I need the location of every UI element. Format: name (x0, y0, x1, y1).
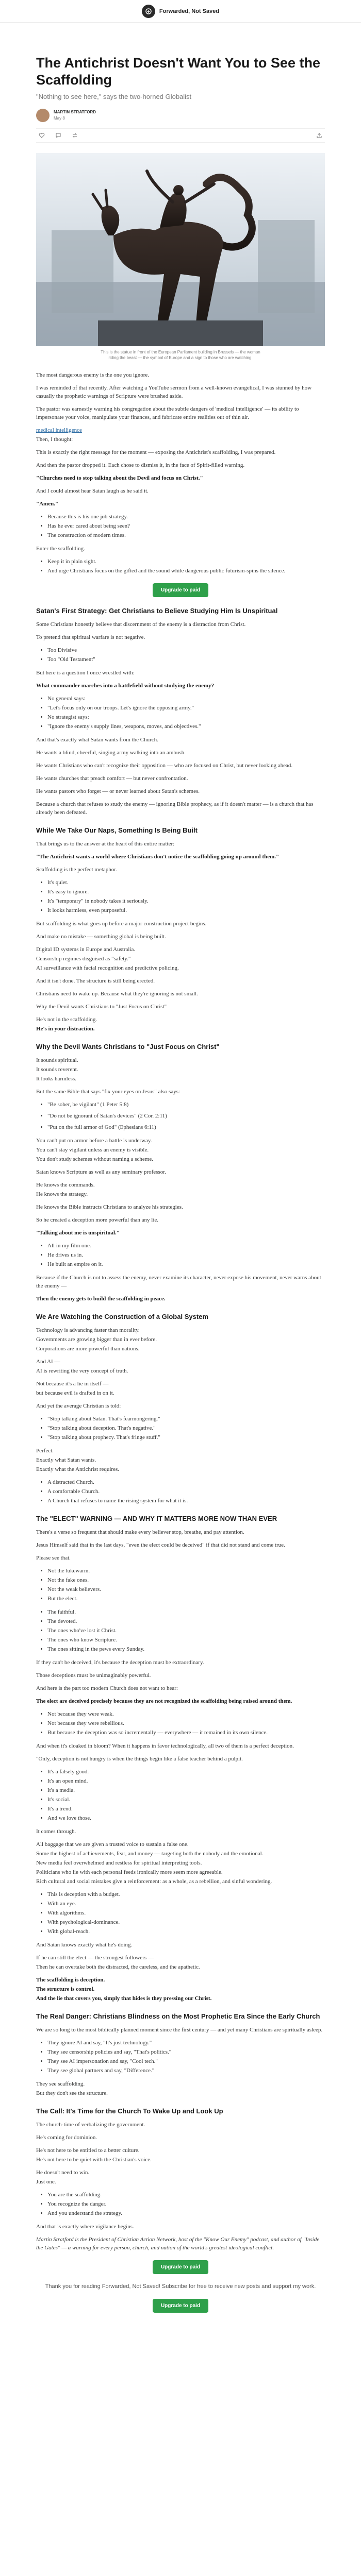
list-item: • It's quiet. (47, 878, 325, 887)
list-item: • Has he ever cared about being seen? (47, 522, 325, 530)
paragraph: And yet the average Christian is told: (36, 1403, 121, 1409)
paragraph: Satan knows Scripture as well as any seminary professor. (36, 1169, 167, 1175)
paragraph: Exactly what Satan wants. (36, 1457, 96, 1463)
list-item: • A Church that refuses to name the rising system for what it is. (47, 1497, 325, 1505)
list (47, 1567, 325, 1603)
paragraph (36, 1976, 325, 1984)
list-item: • It's a media. (47, 1786, 325, 1794)
paragraph: And that is exactly where vigilance begins. (36, 2224, 134, 2230)
paragraph: Exactly what the Antichrist requires. (36, 1466, 119, 1472)
statue-illustration (36, 153, 325, 346)
post (36, 55, 325, 2313)
cta-container (36, 583, 325, 597)
paragraph: You don't study schemes without naming a scheme. (36, 1156, 153, 1162)
list-item: • It's easy to ignore. (47, 888, 325, 896)
paragraph: There's a verse so frequent that should make every believer stop, breathe, and pay attention. (36, 1529, 244, 1535)
section-heading: Why the Devil Wants Christians to "Just Focus on Christ" (36, 1043, 220, 1050)
section-heading: The Real Danger: Christians Blindness on the Most Prophetic Era Since the Early Church (36, 2012, 320, 2020)
list (47, 1478, 325, 1505)
paragraph: It looks harmless. (36, 1076, 76, 1082)
paragraph: He's not here to be quiet with the Christian's voice. (36, 2157, 152, 2163)
paragraph: AI surveillance with facial recognition and predictive policing. (36, 965, 179, 971)
restack-icon (72, 132, 78, 139)
paragraph: Because if the Church is not to assess the enemy, never examine its character, never expose his movement, never warns about the enemy — (36, 1275, 321, 1289)
paragraph: Scaffolding is the perfect metaphor. (36, 867, 118, 873)
paragraph (36, 1025, 325, 1033)
paragraph: It comes through. (36, 1828, 76, 1835)
paragraph: Some the highest of achievements, fear, and money — targeting both the nobody and the emotional. (36, 1851, 264, 1857)
list-item: • It's social. (47, 1795, 325, 1804)
quote-text: The elect are deceived precisely because they are not recognized the scaffolding being raised around them. (36, 1698, 292, 1704)
list (47, 646, 325, 664)
upgrade-button[interactable]: Upgrade to paid (153, 2260, 208, 2274)
author-bio (36, 2235, 325, 2252)
medical-intelligence-link[interactable]: medical intelligence (36, 427, 82, 433)
quote-text: Then the enemy gets to build the scaffolding in peace. (36, 1296, 166, 1302)
section-heading: Satan's First Strategy: Get Christians to Believe Studying Him Is Unspiritual (36, 607, 278, 615)
top-bar (0, 0, 361, 23)
post-title: The Antichrist Doesn't Want You to See the Scaffolding (36, 55, 320, 88)
paragraph: Then he can overtake both the distracted, the careless, and the apathetic. (36, 1964, 200, 1970)
list (47, 1242, 325, 1268)
paragraph: New media feel overwhelmed and restless for spiritual interpreting tools. (36, 1860, 202, 1866)
paragraph: AI is rewriting the very concept of truth. (36, 1368, 128, 1374)
paragraph: This is exactly the right message for the moment — exposing the Antichrist's scaffolding, I was prepared. (36, 449, 276, 455)
list-item: • No strategist says: (47, 713, 325, 721)
bold-text: "Amen." (36, 501, 59, 507)
paragraph: Technology is advancing faster than morality. (36, 1327, 140, 1333)
list (47, 2039, 325, 2075)
list-item: • The faithful. (47, 1608, 325, 1616)
list-item: • Because this is his one job strategy. (47, 513, 325, 521)
list (47, 1608, 325, 1653)
list-item: • The construction of modern times. (47, 531, 325, 539)
hero-image[interactable] (36, 153, 325, 346)
list-item: • You recognize the danger. (47, 2200, 325, 2208)
list-item: • "Let's focus only on our troops. Let's ignore the opposing army." (47, 704, 325, 712)
paragraph: And that's exactly what Satan wants from the Church. (36, 737, 158, 743)
restack-button[interactable] (69, 132, 80, 139)
upgrade-button[interactable]: Upgrade to paid (153, 2299, 208, 2313)
quote-bold (36, 1295, 325, 1303)
list (47, 1768, 325, 1822)
quote-text: What commander marches into a battlefield without studying the enemy? (36, 683, 215, 689)
paragraph: He wants Christians who can't recognize their opposition — who are focused on Christ, but never looking ahead. (36, 762, 293, 769)
list-item: • "Ignore the enemy's supply lines, weapons, moves, and objectives." (47, 722, 325, 731)
paragraph: Some Christians honestly believe that discernment of the enemy is a distraction from Christ. (36, 621, 246, 628)
paragraph: It sounds reverent. (36, 1066, 78, 1073)
paragraph: They see scaffolding. (36, 2081, 85, 2087)
list-item: • Not because they were weak. (47, 1710, 325, 1718)
quote-bold (36, 682, 325, 690)
paragraph: Corporations are more powerful than nations. (36, 1346, 140, 1352)
author-name[interactable]: MARTIN STRATFORD (54, 110, 96, 114)
list-item: • Not the weak believers. (47, 1585, 325, 1594)
list-item: • With an eye. (47, 1900, 325, 1908)
paragraph (36, 1985, 325, 1993)
paragraph: Not because it's a lie in itself — (36, 1381, 109, 1387)
paragraph: Politicians who lie with each personal feeds ironically more seem more agreeable. (36, 1869, 223, 1875)
paragraph: If they can't be deceived, it's because the deception must be extraordinary. (36, 1659, 204, 1666)
list (47, 513, 325, 539)
list-item: • With psychological-dominance. (47, 1918, 325, 1926)
post-body (36, 371, 325, 2274)
post-date: May 8 (54, 116, 65, 121)
list (47, 878, 325, 914)
bold-text: And the lie that covers you, simply that hides is they pressing our Christ. (36, 1995, 212, 2002)
paragraph: The pastor was earnestly warning his congregation about the subtle dangers of 'medical intelligence' — its ability to impersonate your voice, manipulate your finances, and fabricate entire realities out of thin air. (36, 406, 299, 420)
paragraph: You can't stay vigilant unless an enemy is visible. (36, 1147, 149, 1153)
paragraph: He wants pastors who forget — or never learned about Satan's schemes. (36, 788, 200, 794)
list (47, 1890, 325, 1936)
share-icon (316, 132, 322, 139)
quote-bold (36, 474, 325, 482)
paragraph: And it isn't done. The structure is still being erected. (36, 978, 155, 984)
paragraph: And here is the part too modern Church does not want to hear: (36, 1685, 178, 1691)
paragraph: So he created a deception more powerful than any lie. (36, 1217, 159, 1223)
paragraph: Jesus Himself said that in the last days, "even the elect could be deceived" if that did not stand and come true. (36, 1542, 285, 1548)
section-heading: The Call: It's Time for the Church To Wake Up and Look Up (36, 2107, 223, 2115)
paragraph: Then, I thought: (36, 436, 73, 443)
publication-name[interactable]: Forwarded, Not Saved (159, 8, 220, 14)
paragraph: We are so long to the most biblically planned moment since the first century — and yet many Christians are spiritually asleep. (36, 2027, 323, 2033)
paragraph: Just one. (36, 2179, 56, 2185)
paragraph: And then the pastor dropped it. Each chose to dismiss it, in the face of Spirit-filled warning. (36, 462, 245, 468)
paragraph: Why the Devil wants Christians to "Just Focus on Christ" (36, 1004, 167, 1010)
paragraph: He doesn't need to win. (36, 2170, 90, 2176)
post-actions (36, 128, 325, 143)
list (47, 557, 325, 575)
paragraph: And AI — (36, 1359, 60, 1365)
avatar[interactable] (36, 109, 50, 122)
list-item: • The ones who've lost it Christ. (47, 1626, 325, 1635)
list-item: • You are the scaffolding. (47, 2191, 325, 2199)
list-item: • "Put on the full armor of God" (Ephesians 6:11) (47, 1123, 325, 1131)
list-item: • "Stop talking about prophecy. That's fringe stuff." (47, 1433, 325, 1442)
paragraph: But here is a question I once wrestled with: (36, 670, 135, 676)
list-item: • With global-reach. (47, 1927, 325, 1936)
bold-text: The structure is control. (36, 1986, 95, 1992)
upgrade-button[interactable]: Upgrade to paid (153, 583, 208, 597)
list-item: • And urge Christians focus on the gifted and the sound while dangerous public futurism-spins the silence. (47, 567, 325, 575)
paragraph: He's not here to be entitled to a better culture. (36, 2147, 140, 2154)
cta-container (36, 2260, 325, 2274)
list-item: • It's a falsely good. (47, 1768, 325, 1776)
list-item: • The ones sitting in the pews every Sunday. (47, 1645, 325, 1653)
paragraph: Rich cultural and social mistakes give a reinforcement: as a whole, as a rebellion, and sinful wondering. (36, 1878, 272, 1885)
paragraph: That brings us to the answer at the heart of this entire matter: (36, 841, 175, 847)
hero-caption (36, 349, 325, 361)
paragraph: Enter the scaffolding. (36, 546, 85, 552)
paragraph: Please see that. (36, 1555, 71, 1561)
paragraph: And make no mistake — something global is being built. (36, 934, 166, 940)
section-heading: We Are Watching the Construction of a Global System (36, 1313, 208, 1320)
paragraph: All baggage that we are given a trusted voice to sustain a false one. (36, 1841, 189, 1848)
section-heading: The "ELECT" WARNING — AND WHY IT MATTERS MORE NOW THAN EVER (36, 1515, 277, 1522)
quote-text: "The Antichrist wants a world where Christians don't notice the scaffolding going up around them." (36, 854, 280, 860)
quote-text: "Talking about me is unspiritual." (36, 1230, 120, 1236)
list-item: • But the elect. (47, 1595, 325, 1603)
list-item: • Not the fake ones. (47, 1576, 325, 1584)
list (47, 1710, 325, 1737)
paragraph: "Only, deception is not hungry is when the things begin like a false teacher behind a pulpit. (36, 1756, 243, 1762)
paragraph: He's coming for dominion. (36, 2134, 97, 2141)
paragraph: But they don't see the structure. (36, 2090, 108, 2096)
list-item: • Keep it in plain sight. (47, 557, 325, 566)
paragraph: But the same Bible that says "fix your eyes on Jesus" also says: (36, 1089, 180, 1095)
list-item: • "Stop talking about deception. That's negative." (47, 1424, 325, 1432)
like-button[interactable] (36, 132, 47, 139)
paragraph: He knows the Bible instructs Christians to analyze his strategies. (36, 1204, 183, 1210)
list-item: • They see AI impersonation and say, "Cool tech." (47, 2057, 325, 2065)
paragraph: The church-time of verbalizing the government. (36, 2122, 145, 2128)
heart-icon (39, 132, 45, 139)
list-item: • Not the lukewarm. (47, 1567, 325, 1575)
list-item: • They ignore AI and say, "It's just technology." (47, 2039, 325, 2047)
list-item: • He drives us in. (47, 1251, 325, 1259)
list (47, 2191, 325, 2217)
paragraph: Censorship regimes disguised as "safety." (36, 956, 131, 962)
post-subtitle: "Nothing to see here," says the two-horned Globalist (36, 93, 192, 100)
list-item: • No general says: (47, 694, 325, 703)
paragraph: And Satan knows exactly what he's doing. (36, 1942, 133, 1948)
list-item: • It's an open mind. (47, 1777, 325, 1785)
share-button[interactable] (314, 132, 325, 139)
paragraph: Because a church that refuses to study the enemy — ignoring Bible prophecy, as if it doesn't matter — is a church that has already been defeated. (36, 801, 314, 816)
list-item: • The devoted. (47, 1617, 325, 1625)
list-item: • A comfortable Church. (47, 1487, 325, 1496)
author-block (36, 109, 325, 122)
quote-bold (36, 1697, 325, 1705)
bold-text: The scaffolding is deception. (36, 1977, 105, 1983)
list-item: • Too Divisive (47, 646, 325, 654)
list-item: • "Do not be ignorant of Satan's devices" (2 Cor. 2:11) (47, 1112, 325, 1120)
paragraph: Digital ID systems in Europe and Australia. (36, 946, 136, 953)
list-item: • But because the deception was so incrementally — everywhere — it remained in its own silence. (47, 1728, 325, 1737)
paragraph: But scaffolding is what goes up before a major construction project begins. (36, 921, 207, 927)
paragraph: He wants a blind, cheerful, singing army walking into an ambush. (36, 750, 186, 756)
paragraph: To pretend that spiritual warfare is not negative. (36, 634, 145, 640)
paragraph: The most dangerous enemy is the one you ignore. (36, 372, 150, 378)
list-item: • It's a trend. (47, 1805, 325, 1813)
paragraph-link (36, 426, 325, 434)
publication-logo[interactable] (142, 5, 155, 18)
list-item: • Too "Old Testament" (47, 655, 325, 664)
paragraph (36, 1994, 325, 2003)
list-item: • "Be sober, be vigilant" (1 Peter 5:8) (47, 1100, 325, 1109)
paragraph: And I could almost hear Satan laugh as he said it. (36, 488, 149, 494)
paragraph (36, 500, 325, 508)
list-item: • A distracted Church. (47, 1478, 325, 1486)
paragraph: but because evil is drafted in on it. (36, 1390, 114, 1396)
paragraph: He knows the commands. (36, 1182, 95, 1188)
bio-text: Martin Stratford is the President of Christian Action Network, host of the "Know Our Enemy" podcast, and author of "Inside the Gates" — a warning for every person, church, and nation of the world's greatest ideological conflict. (36, 2236, 320, 2251)
list-item: • It looks harmless, even purposeful. (47, 906, 325, 914)
paragraph: And when it's cloaked in bloom? When it happens in favor technologically, all two of them is a perfect deception. (36, 1743, 294, 1749)
paragraph: You can't put on armor before a battle is underway. (36, 1138, 152, 1144)
section-heading: While We Take Our Naps, Something Is Being Built (36, 826, 198, 834)
comment-icon (55, 132, 61, 139)
paragraph: Those deceptions must be unimaginably powerful. (36, 1672, 151, 1679)
list-item: • This is deception with a budget. (47, 1890, 325, 1899)
paragraph: He knows the strategy. (36, 1191, 88, 1197)
paragraph: Perfect. (36, 1448, 54, 1454)
quote-bold (36, 853, 325, 861)
list-item: • "Stop talking about Satan. That's fearmongering." (47, 1415, 325, 1423)
list (47, 1415, 325, 1442)
paragraph: He's not in the scaffolding. (36, 1016, 97, 1023)
list-item: • They see global partners and say, "Difference." (47, 2066, 325, 2075)
paragraph: It sounds spiritual. (36, 1057, 78, 1063)
list-item: • All in my film one. (47, 1242, 325, 1250)
subscribe-footer-text: Thank you for reading Forwarded, Not Saved! Subscribe for free to receive new posts and support my work. (45, 2283, 316, 2290)
paragraph: If he can still the elect — the strongest followers — (36, 1955, 154, 1961)
publication-logo-icon (145, 8, 152, 15)
list-item: • It's "temporary" in nobody takes it seriously. (47, 897, 325, 905)
bold-text: He's in your distraction. (36, 1026, 95, 1032)
list-item: • And we love those. (47, 1814, 325, 1822)
comment-button[interactable] (53, 132, 64, 139)
quote-bold (36, 1229, 325, 1237)
list-item: • Not because they were rebellious. (47, 1719, 325, 1727)
caption-line: This is the statue in front of the European Parliament building in Brussels — the woman (101, 350, 260, 354)
cta-container (36, 2299, 325, 2313)
paragraph: He wants churches that preach comfort — but never confrontation. (36, 775, 188, 782)
paragraph: Christians need to wake up. Because what they're ignoring is not small. (36, 991, 198, 997)
paragraph: Governments are growing bigger than in ever before. (36, 1336, 157, 1343)
list-item: • They see censorship policies and say, "That's politics." (47, 2048, 325, 2056)
paragraph: I was reminded of that recently. After watching a YouTube sermon from a well-known evangelical, I was stunned by how casually the prophetic warnings of Scripture were brushed aside. (36, 385, 312, 399)
caption-line: riding the beast — the symbol of Europe and a sign to those who are watching. (108, 355, 253, 360)
list (47, 694, 325, 731)
list-item: • With algorithms. (47, 1909, 325, 1917)
quote-text: "Churches need to stop talking about the Devil and focus on Christ." (36, 475, 203, 481)
list-item: • He built an empire on it. (47, 1260, 325, 1268)
list-item: • And you understand the strategy. (47, 2209, 325, 2217)
list (47, 1100, 325, 1131)
list-item: • The ones who know Scripture. (47, 1636, 325, 1644)
